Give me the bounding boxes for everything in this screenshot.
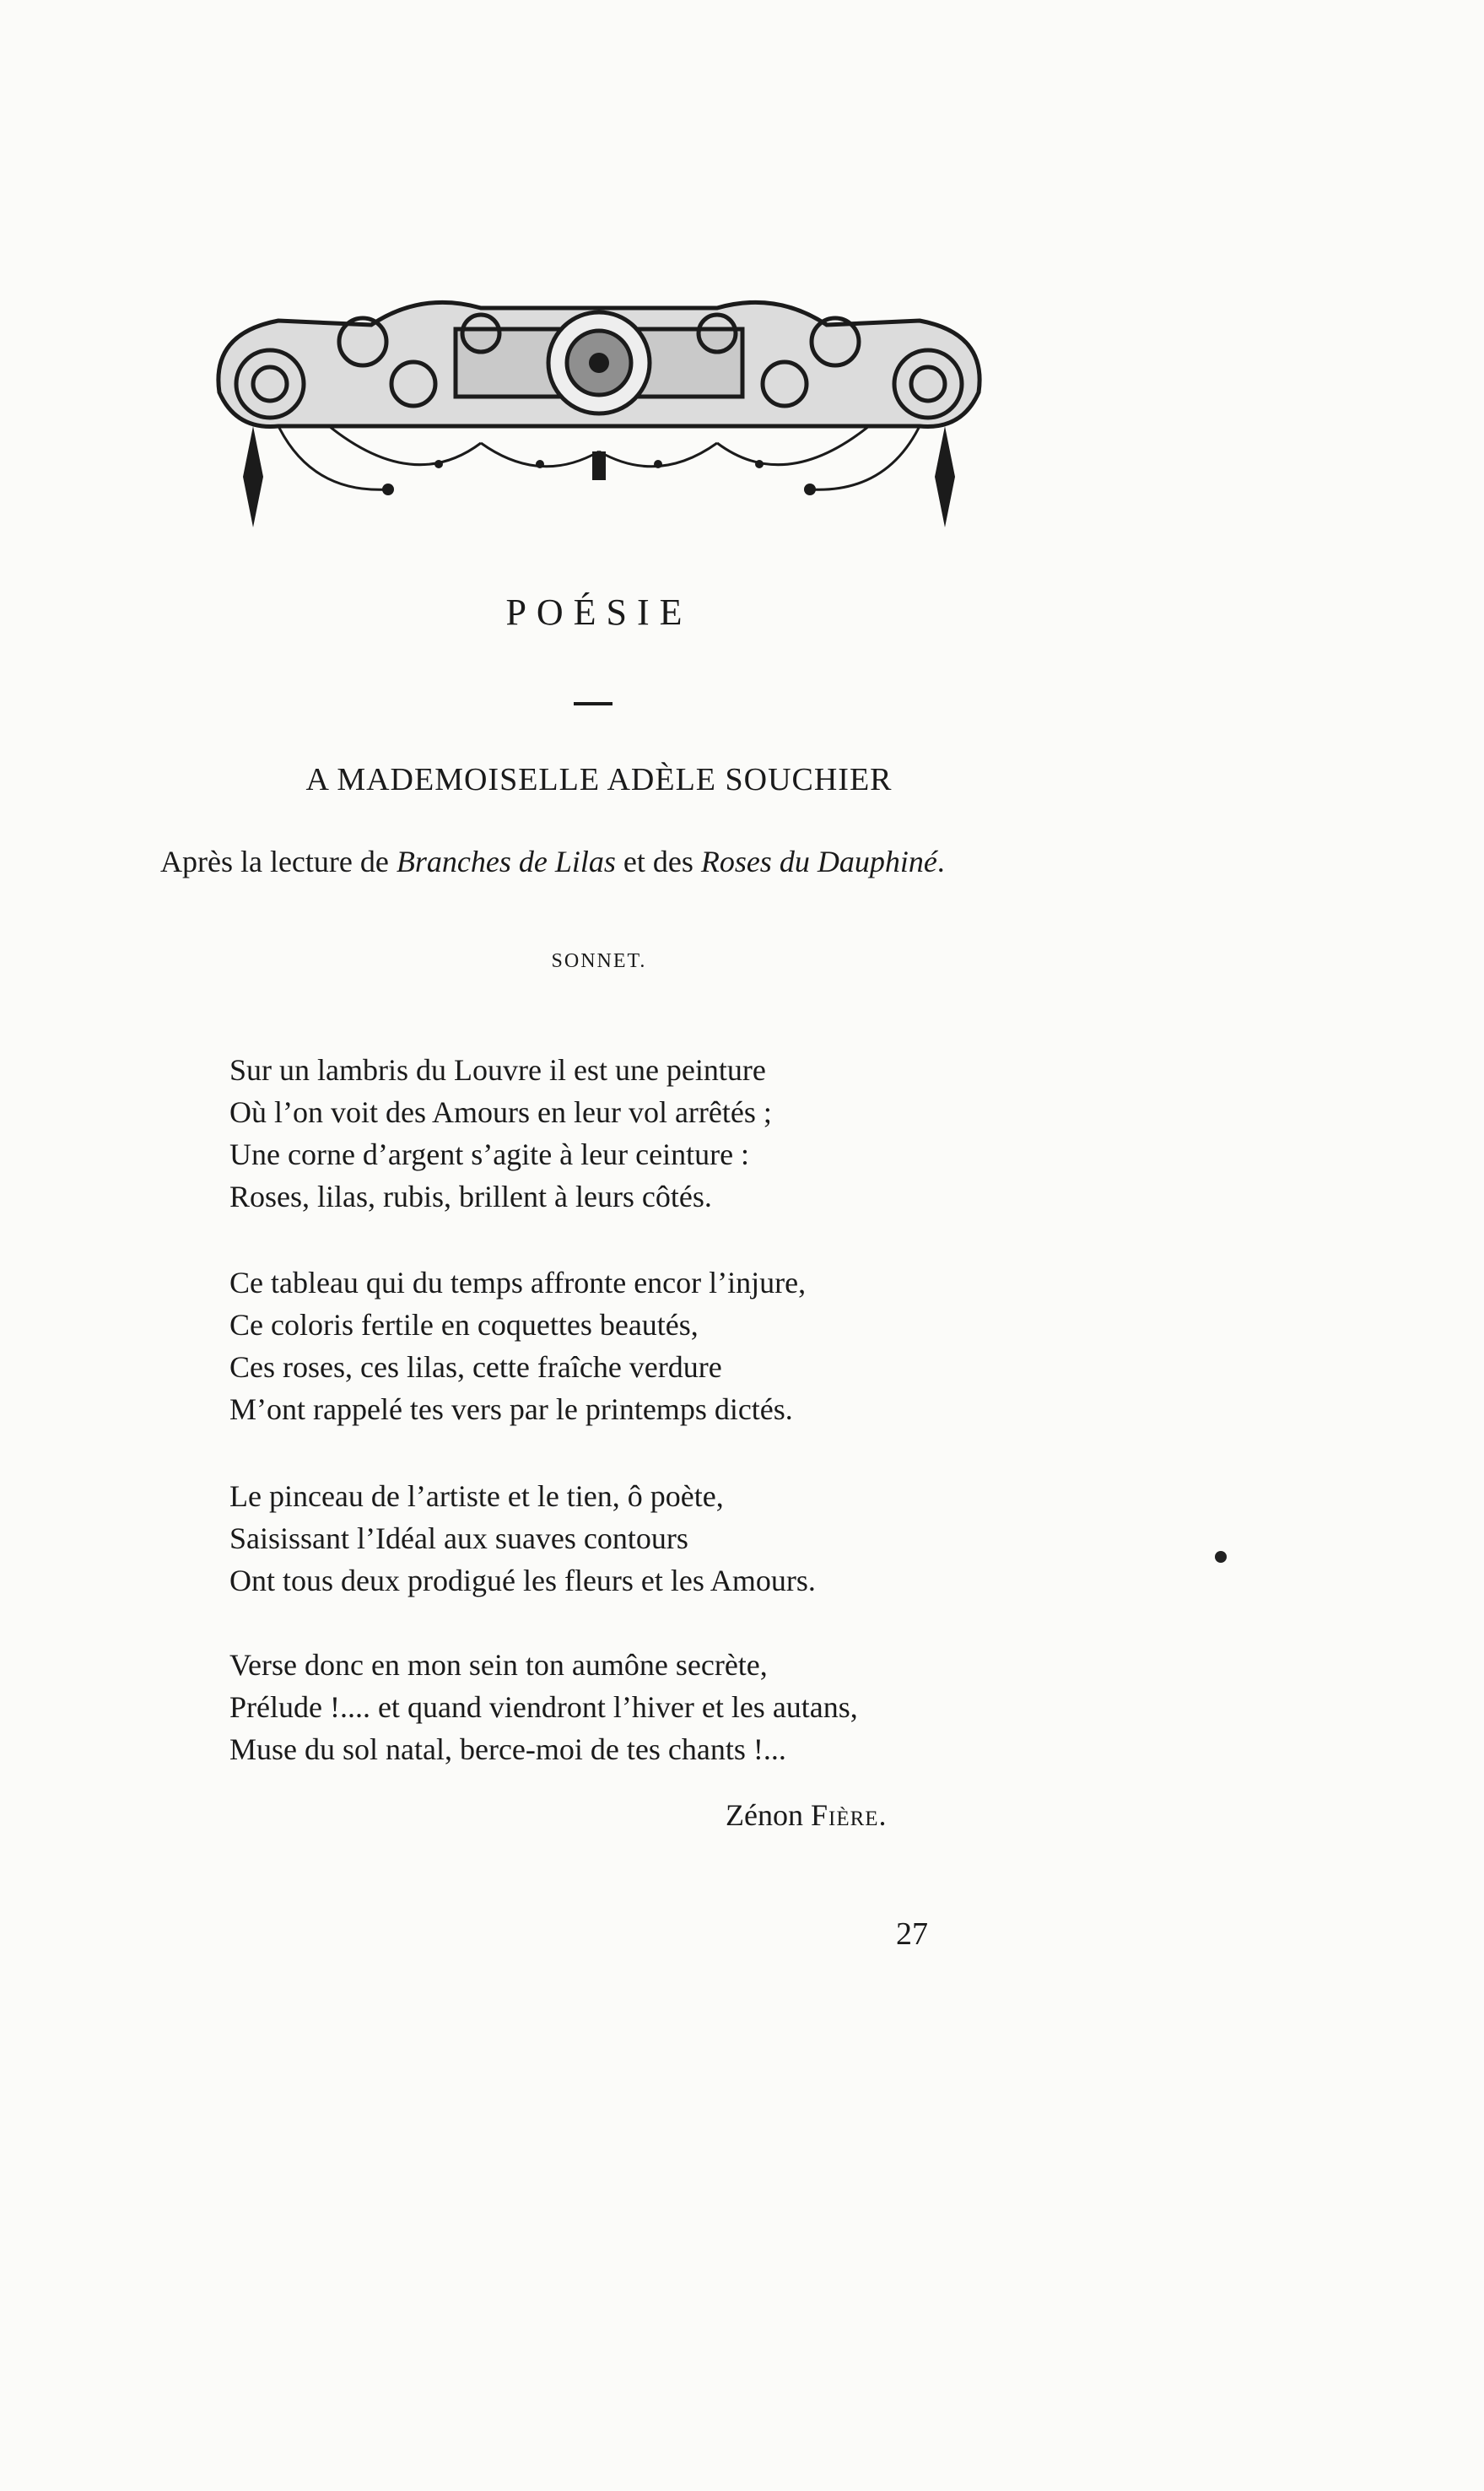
poem-line: Muse du sol natal, berce-moi de tes chants !... [229, 1732, 786, 1766]
poem-line: Sur un lambris du Louvre il est une peinture [229, 1053, 766, 1087]
stanza-3 [229, 1475, 816, 1602]
poem-line: Une corne d’argent s’agite à leur ceinture : [229, 1137, 750, 1171]
poem-form-label: SONNET. [551, 950, 647, 972]
title-rule [574, 702, 612, 705]
subtitle-middle: et des [615, 845, 701, 878]
poem-line: Ces roses, ces lilas, cette fraîche verdure [229, 1350, 722, 1384]
stanza-4 [229, 1644, 858, 1770]
poem-line: Ce coloris fertile en coquettes beautés, [229, 1308, 699, 1342]
poem-line: Le pinceau de l’artiste et le tien, ô poète, [229, 1479, 724, 1513]
stanza-2 [229, 1262, 806, 1430]
page-number: 27 [896, 1916, 928, 1952]
subtitle-prefix: Après la lecture de [160, 845, 397, 878]
poem-line: Saisissant l’Idéal aux suaves contours [229, 1521, 688, 1555]
section-title: POÉSIE [505, 592, 693, 633]
stanza-1 [229, 1049, 772, 1218]
poem-line: Ont tous deux prodigué les fleurs et les Amours. [229, 1564, 816, 1597]
poem-line: Prélude !.... et quand viendront l’hiver et les autans, [229, 1690, 858, 1724]
author-last-name: Fière. [810, 1798, 888, 1832]
ornamental-header-banner [202, 283, 996, 540]
poem-line: M’ont rappelé tes vers par le printemps dictés. [229, 1392, 793, 1426]
author-signature [726, 1797, 888, 1833]
poem-subtitle [160, 844, 945, 879]
author-first-name: Zénon [726, 1798, 803, 1832]
ink-speck [1215, 1551, 1227, 1563]
dedication-heading: A MADEMOISELLE ADÈLE SOUCHIER [305, 762, 893, 797]
subtitle-book-1: Branches de Lilas [396, 845, 616, 878]
subtitle-suffix: . [936, 845, 945, 878]
poem-line: Où l’on voit des Amours en leur vol arrêtés ; [229, 1095, 772, 1129]
subtitle-book-2: Roses du Dauphiné [700, 845, 937, 878]
poem-line: Verse donc en mon sein ton aumône secrète, [229, 1648, 768, 1682]
poem-line: Roses, lilas, rubis, brillent à leurs côtés. [229, 1180, 712, 1213]
poem-line: Ce tableau qui du temps affronte encor l’injure, [229, 1266, 807, 1300]
